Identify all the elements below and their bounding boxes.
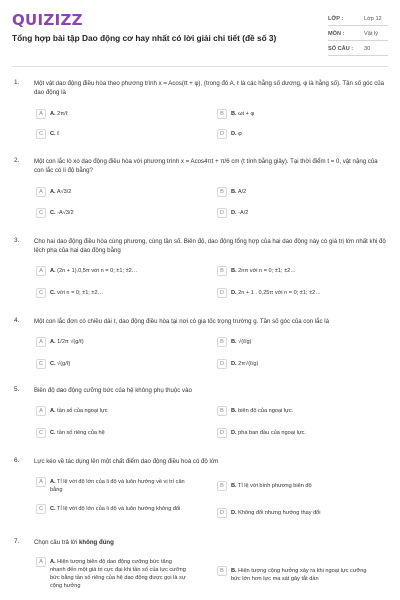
meta-divider <box>328 25 388 26</box>
question-text: Biên độ dao động cưỡng bức của hệ không phụ thuộc vào <box>34 387 192 394</box>
option-prefix: D. <box>231 510 237 516</box>
question-text: Lực kéo về tác dụng lên một chất điểm dao động điều hoà có độ lớn <box>34 458 219 465</box>
option-letter-box: B <box>217 406 227 416</box>
option-letter-box: D <box>217 428 227 438</box>
option-text: -A/2 <box>238 210 249 216</box>
header-divider <box>12 66 388 67</box>
option-letter-box: A <box>36 187 46 197</box>
option-prefix: C. <box>50 131 56 137</box>
option-letter-box: C <box>36 504 46 514</box>
option-text: 2π√(ℓ/g) <box>238 361 259 367</box>
option-prefix: C. <box>50 361 56 367</box>
document-title: Tổng hợp bài tập Dao động cơ hay nhất có lời giải chi tiết (đề số 3) <box>12 33 277 43</box>
question-number: 6. <box>14 457 20 464</box>
meta-divider <box>328 55 388 56</box>
option-prefix: D. <box>231 430 237 436</box>
option-prefix: A. <box>50 479 56 485</box>
question-text: Một vật dao động điều hòa theo phương trình x = Acos(ℓt + φ), (trong đó A, ℓ là các hằng số dương, φ là hằng số). Tần số góc của dao động là <box>34 80 385 97</box>
option-letter-box: A <box>36 557 46 567</box>
option-prefix: A. <box>50 408 56 414</box>
option-text: tần số riêng của hệ <box>57 430 105 436</box>
question-text: Chọn câu trả lời <box>34 539 78 546</box>
option-prefix: B. <box>231 189 237 195</box>
option-text: 1/2π √(g/ℓ) <box>57 339 84 345</box>
option-letter-box: B <box>217 481 227 491</box>
option-prefix: B. <box>231 408 237 414</box>
option-letter-box: D <box>217 288 227 298</box>
option-text: ℓ <box>57 131 59 137</box>
option-letter-box: C <box>36 428 46 438</box>
option-text: 2nπ với n = 0; ±1; ±2… <box>238 268 296 274</box>
meta-key: SỐ CÂU : <box>328 46 354 52</box>
option-letter-box: A <box>36 477 46 487</box>
question-number: 2. <box>14 157 20 164</box>
option-letter-box: B <box>217 566 227 576</box>
option-text: biên độ của ngoại lực. <box>238 408 294 414</box>
option-text: A/2 <box>237 189 247 195</box>
option-prefix: D. <box>231 290 237 296</box>
option-text: -A√3/2 <box>57 210 74 216</box>
option-letter-box: A <box>36 337 46 347</box>
option-letter-box: D <box>217 208 227 218</box>
option-prefix: B. <box>231 111 237 117</box>
option-text: Tỉ lệ với độ lớn của li độ và luôn hướng về vị trí cân bằng <box>50 479 185 493</box>
option-letter-box: C <box>36 359 46 369</box>
option-prefix: A. <box>50 268 56 274</box>
option-letter-box: B <box>217 187 227 197</box>
option-prefix: C. <box>50 506 56 512</box>
meta-value: 30 <box>364 46 371 52</box>
option-text: φ <box>238 131 242 137</box>
option-letter-box: D <box>217 129 227 139</box>
question-emphasis: không đúng <box>79 539 114 546</box>
question-number: 1. <box>14 79 20 86</box>
meta-value: Vật lý <box>364 31 378 37</box>
option-letter-box: A <box>36 109 46 119</box>
option-text: 2n + 1 . 0,25π với n = 0; ±1; ±2… <box>238 290 321 296</box>
option-prefix: D. <box>231 361 237 367</box>
option-text: tần số của ngoại lực <box>57 408 108 414</box>
page-header <box>0 0 400 66</box>
option-text: √(g/ℓ) <box>57 361 71 367</box>
option-text: 2π/ℓ <box>57 111 68 117</box>
option-prefix: A. <box>50 559 56 565</box>
meta-key: LỚP : <box>328 16 344 22</box>
question-number: 5. <box>14 386 20 393</box>
option-letter-box: D <box>217 359 227 369</box>
option-prefix: A. <box>50 189 56 195</box>
question-number: 4. <box>14 317 20 324</box>
option-prefix: D. <box>231 210 237 216</box>
option-text: √(ℓ/g) <box>238 339 252 345</box>
question-text: Một con lắc lò xo dao động điều hòa với phương trình x = Acos4πt + π/6 cm (t tính bằng giây). Tại thời điểm t = 0, vật nặng của con lắc có li độ bằng? <box>34 158 378 175</box>
option-text: Hiện tượng biên độ dao động cưỡng bức tăng nhanh đến một giá trị cực đại khi tần số của lực cưỡng bức bằng tần số riêng của hệ dao động được gọi là sự cộng hưởng <box>50 559 186 589</box>
option-letter-box: B <box>217 337 227 347</box>
option-text: Tỉ lệ với độ lớn của li độ và luôn hướng không đổi <box>57 506 181 512</box>
option-prefix: A. <box>50 339 56 345</box>
option-prefix: A. <box>50 111 56 117</box>
option-text: (2n + 1).0,5π với n = 0; ±1; ±2… <box>57 268 138 274</box>
meta-value: Lớp 12 <box>364 16 382 22</box>
option-letter-box: C <box>36 288 46 298</box>
option-letter-box: C <box>36 129 46 139</box>
question-number: 3. <box>14 237 20 244</box>
option-prefix: B. <box>231 268 237 274</box>
option-text: Không đổi nhưng hướng thay đổi <box>238 510 321 516</box>
option-prefix: B. <box>231 339 237 345</box>
question-text: Một con lắc đơn có chiều dài ℓ, dao động điều hòa tại nơi có gia tốc trọng trường g. Tần số góc của con lắc là <box>34 318 330 325</box>
option-prefix: B. <box>231 568 237 574</box>
option-prefix: C. <box>50 210 56 216</box>
option-letter-box: B <box>217 266 227 276</box>
option-prefix: D. <box>231 131 237 137</box>
meta-divider <box>328 40 388 41</box>
option-text: Tỉ lệ với bình phương biên độ <box>238 483 312 489</box>
option-text: với n = 0; ±1; ±2… <box>57 290 104 296</box>
option-prefix: C. <box>50 430 56 436</box>
meta-key: MÔN : <box>328 31 345 37</box>
option-prefix: C. <box>50 290 56 296</box>
option-letter-box: B <box>217 109 227 119</box>
quizizz-logo: QUIZIZZ <box>12 11 83 29</box>
option-letter-box: A <box>36 266 46 276</box>
question-text: Cho hai dao động điều hòa cùng phương, cùng tần số. Biên độ, dao động tổng hợp của hai dao động này có giá trị lớn nhất khi độ lệch pha của hai dao động bằng <box>34 238 386 255</box>
option-text: A√3/2 <box>56 189 72 195</box>
option-letter-box: C <box>36 208 46 218</box>
option-text: pha ban đầu của ngoại lực. <box>238 430 306 436</box>
option-prefix: B. <box>231 483 237 489</box>
option-letter-box: A <box>36 406 46 416</box>
question-number: 7. <box>14 538 20 545</box>
option-text: ωt + φ <box>238 111 255 117</box>
option-letter-box: D <box>217 508 227 518</box>
option-text: Hiện tượng cộng hưởng xảy ra khi ngoại lực cưỡng bức lớn hơn lực ma sát gây tắt dần <box>231 568 367 582</box>
